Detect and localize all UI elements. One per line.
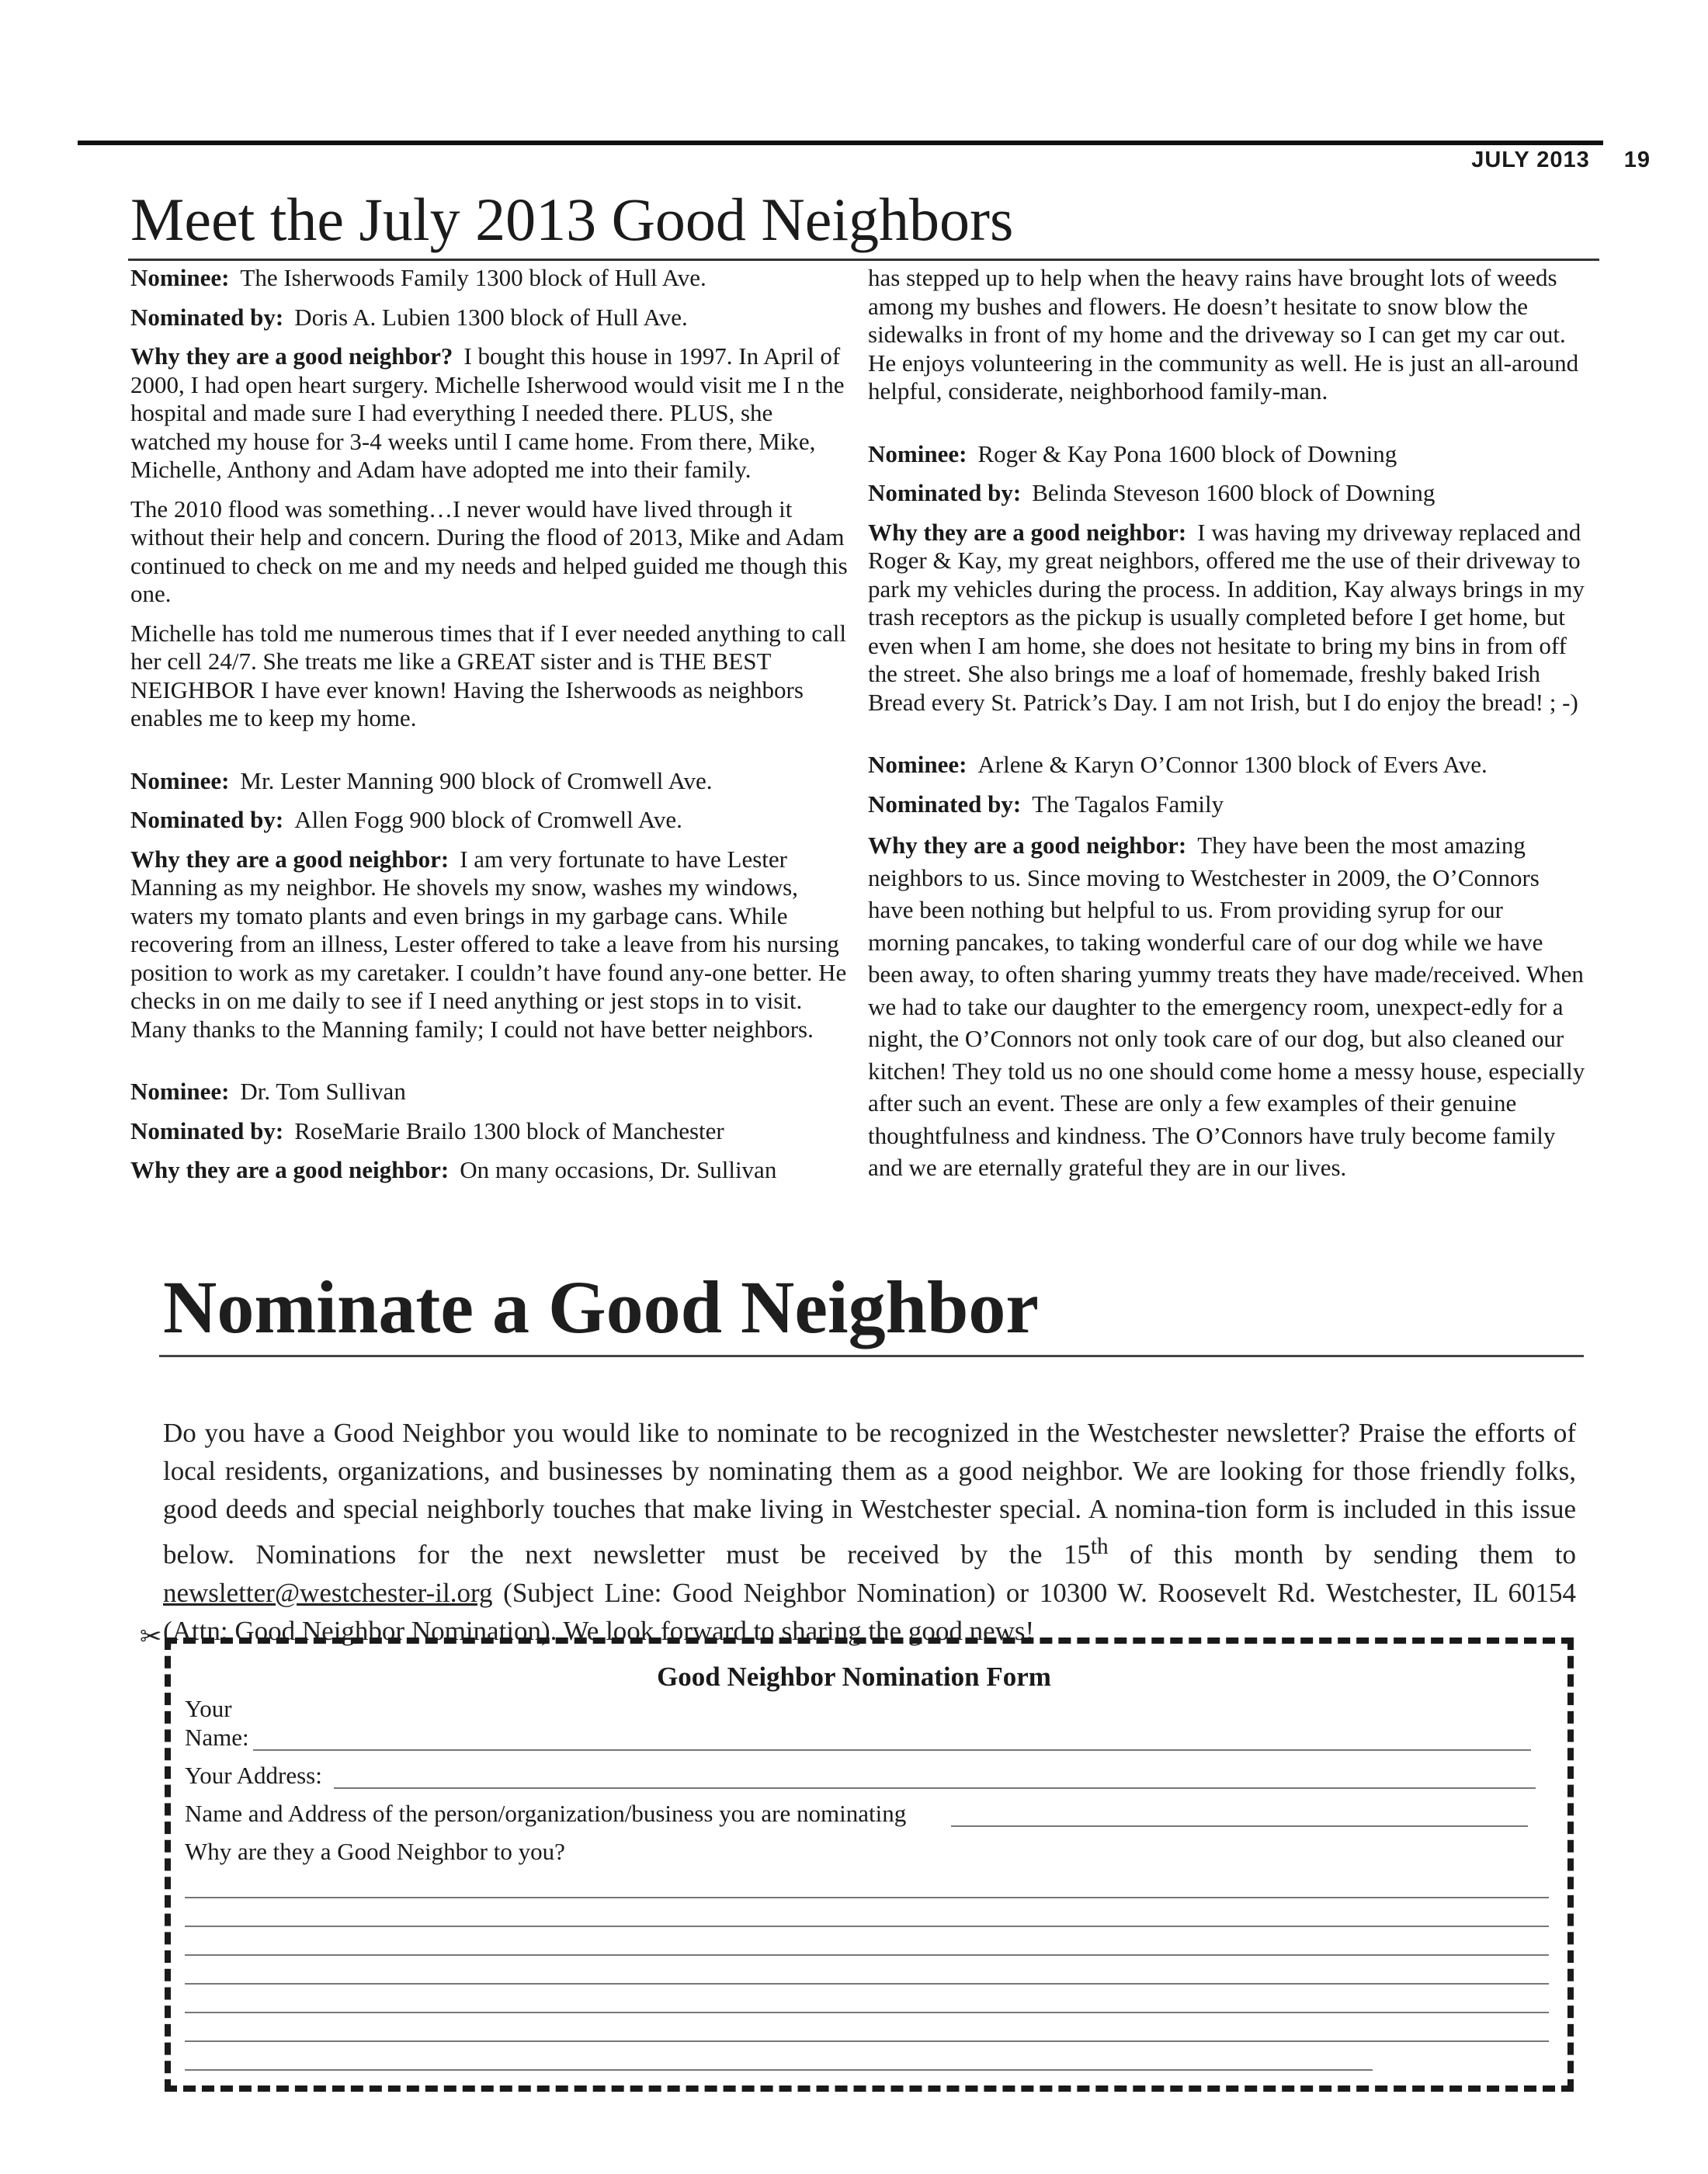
nominated-by-value: RoseMarie Brailo 1300 block of Manchester <box>294 1117 724 1144</box>
nominee-label: Nominee: <box>868 439 967 467</box>
reason-line[interactable] <box>185 1983 1549 1985</box>
section-title: Meet the July 2013 Good Neighbors <box>130 186 1014 253</box>
why-text: I am very fortunate to have Lester Manning as my neighbor. He shovels my snow, washes my windows, waters my tomato plants and even brings in my garbage cans. While recovering from an illness, Lester offered to take a leave from his nursing position to work as my caretaker. I couldn’t have found any-one better. He checks in on me daily to see if I need anything or jest stops in to visit. Many thanks to the Manning family; I could not have better neighbors. <box>130 845 847 1043</box>
why-paragraph-continued: has stepped up to help when the heavy rains have brought lots of weeds among my bushes and flowers. He doesn’t hesitate to snow blow the sidewalks in front of my home and the driveway so I can get my car out. He enjoys volunteering in the community as well. He is just an all-around helpful, considerate, neighborhood family-man. <box>868 264 1579 405</box>
reason-line[interactable] <box>185 2012 1549 2013</box>
nominee-line <box>130 767 849 796</box>
nominated-by-label: Nominated by: <box>130 806 284 833</box>
why-paragraph: The 2010 flood was something…I never would have lived through it without their help and concern. During the flood of 2013, Mike and Adam continued to check on me and my needs and helped guided me though this one. <box>130 495 848 607</box>
nominee-line <box>868 751 1586 780</box>
reason-line[interactable] <box>185 1954 1549 1956</box>
nominee-label: Nominee: <box>868 751 967 778</box>
your-label: Your <box>185 1695 232 1722</box>
top-rule <box>78 141 1603 145</box>
nominate-intro <box>163 1414 1576 1650</box>
why-label: Why they are a good neighbor: <box>130 1156 450 1183</box>
nominee-value: Arlene & Karyn O’Connor 1300 block of Evers Ave. <box>977 751 1488 778</box>
nominee-field-label: Name and Address of the person/organization/business you are nominating <box>185 1800 907 1827</box>
title-rule <box>128 259 1599 261</box>
nominee-label: Nominee: <box>130 766 230 794</box>
intro-text: Do you have a Good Neighbor you would like to nominate to be recognized in the Westchester newsletter? Praise the efforts of local residents, organizations, and businesses by nominating them as a good neighbor. We are looking for those friendly folks, good deeds and special neighborly touches that make living in Westchester special. A nomina-tion form is included in this issue below. Nominations for the next newsletter must be received by the 15 <box>163 1418 1576 1570</box>
intro-text: (Subject Line: Good Neighbor Nomination) or 10300 W. Roosevelt Rd. Westchester, IL 60154 (Attn: Good Neighbor Nomination). We look forward to sharing the good news! <box>163 1577 1576 1646</box>
why-text: They have been the most amazing neighbors to us. Since moving to Westchester in 2009, the O’Connors have been nothing but helpful to us. From providing syrup for our morning pancakes, to taking wonderful care of our dog while we have been away, to often sharing yummy treats they have made/received. When we had to take our daughter to the emergency room, unexpect-edly for a night, the O’Connors not only took care of our dog, but also cleaned our kitchen! They told us no one should come home a messy house, especially after such an event. These are only a few examples of their genuine thoughtfulness and kindness. The O’Connors have truly become family and we are eternally grateful they are in our lives. <box>868 832 1585 1181</box>
why-text: I bought this house in 1997. In April of 2000, I had open heart surgery. Michelle Isherwood would visit me I n the hospital and made sure I had everything I needed there. PLUS, she watched my house for 3-4 weeks until I came home. From there, Mike, Michelle, Anthony and Adam have adopted me into their family. <box>130 342 845 483</box>
why-label: Why they are a good neighbor: <box>868 518 1187 546</box>
nominee-line <box>130 1078 849 1106</box>
nominated-by-value: Doris A. Lubien 1300 block of Hull Ave. <box>294 303 688 331</box>
nominee-label: Nominee: <box>130 264 230 291</box>
why-paragraph <box>130 846 849 1044</box>
why-label: Why they are a good neighbor: <box>868 832 1187 859</box>
address-field[interactable] <box>334 1787 1536 1789</box>
why-label: Why they are a good neighbor: <box>130 845 450 873</box>
address-label: Your Address: <box>185 1762 322 1789</box>
nominee-line <box>868 440 1586 469</box>
why-text: I was having my driveway replaced and Roger & Kay, my great neighbors, offered me the use of their driveway to park my vehicles during the process. In addition, Kay always brings in my trash receptors as the pickup is usually completed before I get home, but even when I am home, she does not hesitate to bring my bins in from off the street. She also brings me a loaf of homemade, freshly baked Irish Bread every St. Patrick’s Day. I am not Irish, but I do enjoy the bread! ; -) <box>868 518 1585 716</box>
right-column <box>868 264 1586 1195</box>
nominated-by-label: Nominated by: <box>130 1117 284 1144</box>
nominee-value: Dr. Tom Sullivan <box>240 1078 406 1105</box>
nominated-by-line <box>130 304 849 332</box>
scissors-icon: ✂ <box>140 1621 162 1652</box>
why-label: Why are they a Good Neighbor to you? <box>185 1838 565 1865</box>
issue-date: JULY 2013 <box>1471 148 1590 172</box>
nominated-by-label: Nominated by: <box>868 479 1022 506</box>
why-paragraph <box>130 342 849 484</box>
page-header <box>1471 148 1651 173</box>
nominee-line <box>130 264 849 293</box>
nominated-by-line <box>868 479 1586 508</box>
reason-line[interactable] <box>185 2069 1373 2071</box>
reason-line[interactable] <box>185 1926 1549 1927</box>
intro-text: of this month by sending them to <box>1108 1539 1576 1570</box>
why-label: Why they are a good neighbor? <box>130 342 453 370</box>
why-text: On many occasions, Dr. Sullivan <box>460 1156 777 1183</box>
nominated-by-line <box>130 1117 849 1146</box>
nominated-by-line <box>130 806 849 835</box>
left-column <box>130 264 849 1196</box>
name-label: Name: <box>185 1724 249 1751</box>
nominee-value: The Isherwoods Family 1300 block of Hull Ave. <box>240 264 706 291</box>
ordinal-suffix: th <box>1090 1534 1109 1559</box>
nominate-title-rule <box>159 1355 1584 1357</box>
why-paragraph: Michelle has told me numerous times that if I ever needed anything to call her cell 24/7. She treats me like a GREAT sister and is THE BEST NEIGHBOR I have ever known! Having the Isherwoods as neighbors enables me to keep my home. <box>130 619 846 731</box>
why-paragraph <box>868 519 1586 717</box>
reason-line[interactable] <box>185 1897 1549 1898</box>
nominated-by-label: Nominated by: <box>130 303 284 331</box>
nominated-by-value: The Tagalos Family <box>1032 790 1224 818</box>
nominee-value: Roger & Kay Pona 1600 block of Downing <box>977 439 1397 467</box>
page-number: 19 <box>1623 148 1651 172</box>
nominee-value: Mr. Lester Manning 900 block of Cromwell Ave. <box>240 766 713 794</box>
nominated-by-value: Allen Fogg 900 block of Cromwell Ave. <box>294 806 682 833</box>
nominee-label: Nominee: <box>130 1078 230 1105</box>
nominated-by-line <box>868 790 1586 819</box>
nominee-field[interactable] <box>951 1825 1528 1827</box>
form-title: Good Neighbor Nomination Form <box>657 1662 1051 1692</box>
nominated-by-label: Nominated by: <box>868 790 1022 818</box>
why-paragraph <box>868 829 1586 1184</box>
name-field[interactable] <box>253 1749 1531 1751</box>
reason-line[interactable] <box>185 2040 1549 2042</box>
why-paragraph <box>130 1156 849 1185</box>
nominated-by-value: Belinda Steveson 1600 block of Downing <box>1032 479 1435 506</box>
nominate-title: Nominate a Good Neighbor <box>163 1266 1039 1349</box>
email-link[interactable]: newsletter@westchester-il.org <box>163 1577 493 1608</box>
